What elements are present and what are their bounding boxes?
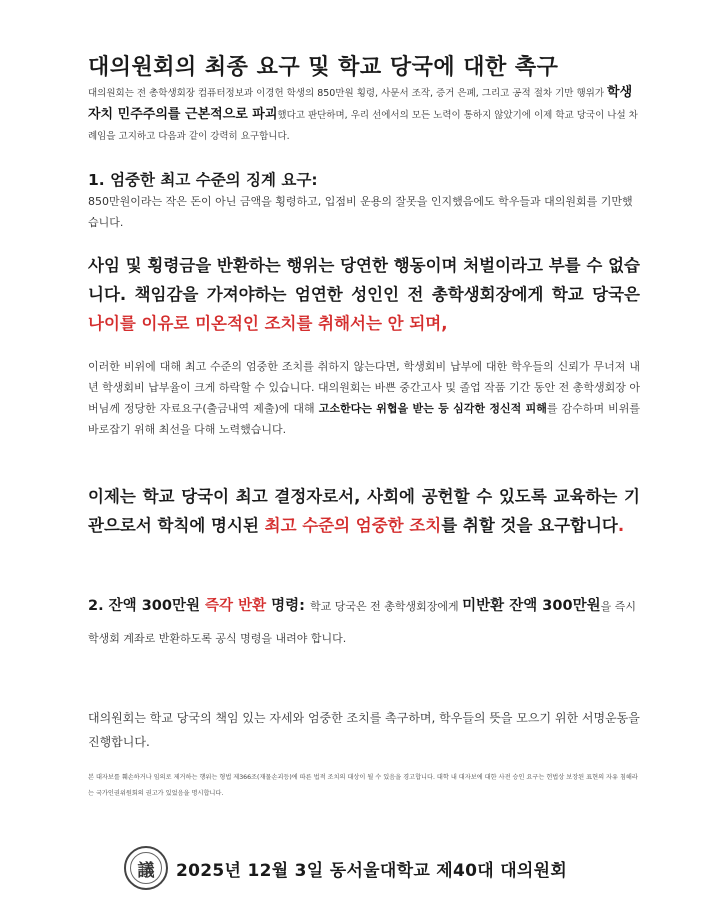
page-title: 대의원회의 최종 요구 및 학교 당국에 대한 촉구 xyxy=(88,55,559,80)
fineprint-notice: 본 대자보를 훼손하거나 임의로 제거하는 행위는 형법 제366조(재물손괴등)에 따른 법적 조치의 대상이 될 수 있음을 경고합니다. 대학 내 대자보에 대한 사전 승인 요구는 헌법상 보장된 표현의 자유 침해라는 국가인권위원회의 권고가 있었음을 명시합니다. xyxy=(88,774,638,797)
paragraph2-text-1: 이러한 비위에 대해 최고 수준의 엄중한 조치를 취하지 않는다면, 학생회비 납부에 대한 학우들의 신뢰가 무너져 내년 학생회비 납부율이 크게 하락할 수 있습니다. 대의원회는 바쁜 중간고사 및 졸업 작품 기간 동안 전 총학생회장 아버님께 정당한 자료요구(출금내역 제출)에 대해 xyxy=(88,360,640,415)
intro-emphasis: 학생 자치 민주주의를 근본적으로 파괴 xyxy=(88,85,633,122)
closing-paragraph: 대의원회는 학교 당국의 책임 있는 자세와 엄중한 조치를 촉구하며, 학우들의 뜻을 모으기 위한 서명운동을 진행합니다. xyxy=(88,711,640,749)
section1-highlight xyxy=(88,251,640,338)
intro-text-1: 대의원회는 전 총학생회장 컴퓨터정보과 이경헌 학생의 850만원 횡령, 사문서 조작, 증거 은폐, 그리고 공적 절차 기만 행위가 xyxy=(88,88,608,99)
intro-text-2: 했다고 판단하며, 우리 선에서의 모든 노력이 통하지 않았기에 이제 학교 당국이 나설 차례임을 고지하고 다음과 같이 강력히 요구합니다. xyxy=(88,110,638,142)
section1-demand xyxy=(88,482,640,540)
section2-heading: 2. 잔액 300만원 xyxy=(88,598,206,614)
council-seal-icon xyxy=(124,846,168,890)
section2-heading-red: 즉각 반환 xyxy=(205,598,267,614)
highlight-text: 사임 및 횡령금을 반환하는 행위는 당연한 행동이며 처벌이라고 부를 수 없습니다. 책임감을 가져야하는 엄연한 성인인 전 총학생회장에게 학교 당국은 xyxy=(88,256,640,304)
footer-date-signature: 2025년 12월 3일 동서울대학교 제40대 대의원회 xyxy=(176,860,568,881)
highlight-red-text: 나이를 이유로 미온적인 조치를 취해서는 안 되며, xyxy=(88,314,448,333)
demand-red-text: 최고 수준의 엄중한 조치 xyxy=(264,516,442,535)
section1-paragraph-2 xyxy=(88,356,640,440)
section2-text-1: 학교 당국은 전 총학생회장에게 xyxy=(310,600,463,613)
seal-character: 議 xyxy=(130,852,162,884)
paragraph2-text-2: 를 감수하며 비위를 바로잡기 위해 최선을 다해 노력했습니다. xyxy=(88,402,640,436)
section2-amount: 미반환 잔액 300만원 xyxy=(462,598,601,614)
section1-paragraph: 850만원이라는 작은 돈이 아닌 금액을 횡령하고, 입점비 운용의 잘못을 인지했음에도 학우들과 대의원회를 기만했습니다. xyxy=(88,195,633,229)
section1-heading: 1. 엄중한 최고 수준의 징계 요구: xyxy=(88,171,318,189)
demand-text-2: 를 취할 것을 요구합니다 xyxy=(441,516,618,535)
demand-text-1: 이제는 학교 당국이 최고 결정자로서, 사회에 공헌할 수 있도록 교육하는 기관으로서 학칙에 명시된 xyxy=(88,487,640,535)
section2-text-2: 을 즉시 학생회 계좌로 반환하도록 공식 명령을 내려야 합니다. xyxy=(88,600,636,645)
demand-period: . xyxy=(617,516,625,535)
signature-footer xyxy=(124,846,567,890)
intro-paragraph xyxy=(88,82,640,147)
section2-heading-tail: 명령: xyxy=(266,598,311,614)
section2 xyxy=(88,590,640,654)
paragraph2-bold: 고소한다는 위협을 받는 등 심각한 정신적 피해 xyxy=(318,402,547,415)
